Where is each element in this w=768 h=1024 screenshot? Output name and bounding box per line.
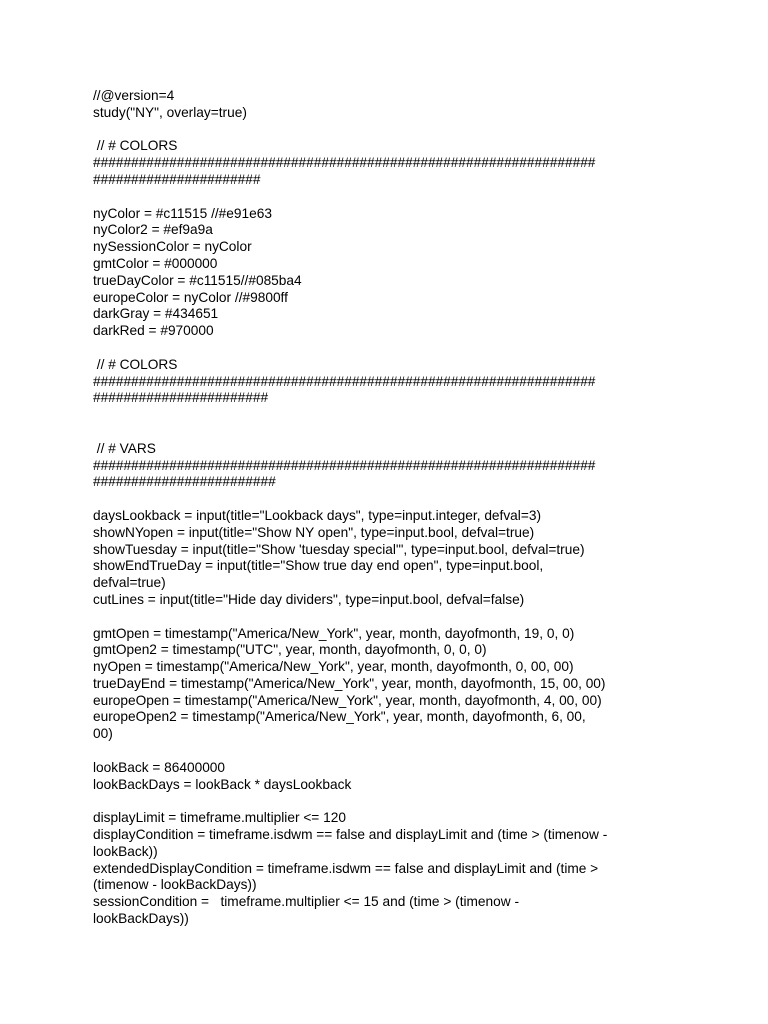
section-comment: // # COLORS <box>93 356 178 372</box>
blank-line <box>93 407 683 424</box>
divider-hashes: ################################################################## <box>93 155 596 171</box>
divider-hashes: ####################### <box>93 390 269 406</box>
section-comment: // # COLORS <box>93 138 178 154</box>
code-line: darkRed = #970000 <box>93 323 214 339</box>
divider-hashes: ################################################################## <box>93 373 596 389</box>
code-line: europeOpen = timestamp("America/New_York", year, month, dayofmonth, 4, 00, 00) <box>93 692 602 708</box>
code-line: daysLookback = input(title="Lookback days", type=input.integer, defval=3) <box>93 507 542 523</box>
code-line: lookBack)) <box>93 843 158 859</box>
code-line: lookBackDays = lookBack * daysLookback <box>93 776 352 792</box>
blank-line <box>93 189 683 206</box>
code-line: //@version=4 <box>93 88 175 103</box>
section-comment: // # VARS <box>93 440 156 456</box>
code-line: darkGray = #434651 <box>93 306 219 322</box>
blank-line <box>93 424 683 441</box>
code-line: nyColor2 = #ef9a9a <box>93 222 213 238</box>
code-line: showNYopen = input(title="Show NY open", type=input.bool, defval=true) <box>93 524 535 540</box>
blank-line <box>93 743 683 760</box>
code-line: europeColor = nyColor //#9800ff <box>93 289 288 305</box>
code-line: lookBackDays)) <box>93 911 189 927</box>
code-line: defval=true) <box>93 575 166 591</box>
code-line: gmtColor = #000000 <box>93 255 218 271</box>
code-line: gmtOpen2 = timestamp("UTC", year, month, dayofmonth, 0, 0, 0) <box>93 642 487 658</box>
code-line: cutLines = input(title="Hide day dividers", type=input.bool, defval=false) <box>93 591 525 607</box>
blank-line <box>93 793 683 810</box>
code-line: europeOpen2 = timestamp("America/New_York", year, month, dayofmonth, 6, 00, <box>93 709 586 725</box>
code-line: study("NY", overlay=true) <box>93 104 247 120</box>
code-line: displayLimit = timeframe.multiplier <= 120 <box>93 810 346 826</box>
code-line: gmtOpen = timestamp("America/New_York", year, month, dayofmonth, 19, 0, 0) <box>93 625 575 641</box>
blank-line <box>93 340 683 357</box>
blank-line <box>93 122 683 139</box>
code-document <box>93 88 683 928</box>
code-line: trueDayEnd = timestamp("America/New_York", year, month, dayofmonth, 15, 00, 00) <box>93 675 606 691</box>
code-line: (timenow - lookBackDays)) <box>93 877 257 893</box>
code-line: nyColor = #c11515 //#e91e63 <box>93 205 272 221</box>
blank-line <box>93 491 683 508</box>
divider-hashes: ######################## <box>93 474 276 490</box>
code-line: trueDayColor = #c11515//#085ba4 <box>93 272 302 288</box>
code-line: lookBack = 86400000 <box>93 759 226 775</box>
code-line: sessionCondition = timeframe.multiplier <= 15 and (time > (timenow - <box>93 894 520 910</box>
code-line: nySessionColor = nyColor <box>93 239 252 255</box>
divider-hashes: ###################### <box>93 171 261 187</box>
code-line: showTuesday = input(title="Show 'tuesday special'", type=input.bool, defval=true) <box>93 541 585 557</box>
code-line: nyOpen = timestamp("America/New_York", year, month, dayofmonth, 0, 00, 00) <box>93 659 574 675</box>
code-line: showEndTrueDay = input(title="Show true day end open", type=input.bool, <box>93 558 544 574</box>
code-line: displayCondition = timeframe.isdwm == false and displayLimit and (time > (timenow - <box>93 827 608 843</box>
blank-line <box>93 609 683 626</box>
code-line: extendedDisplayCondition = timeframe.isdwm == false and displayLimit and (time > <box>93 860 599 876</box>
divider-hashes: ################################################################## <box>93 457 596 473</box>
code-line: 00) <box>93 726 113 742</box>
